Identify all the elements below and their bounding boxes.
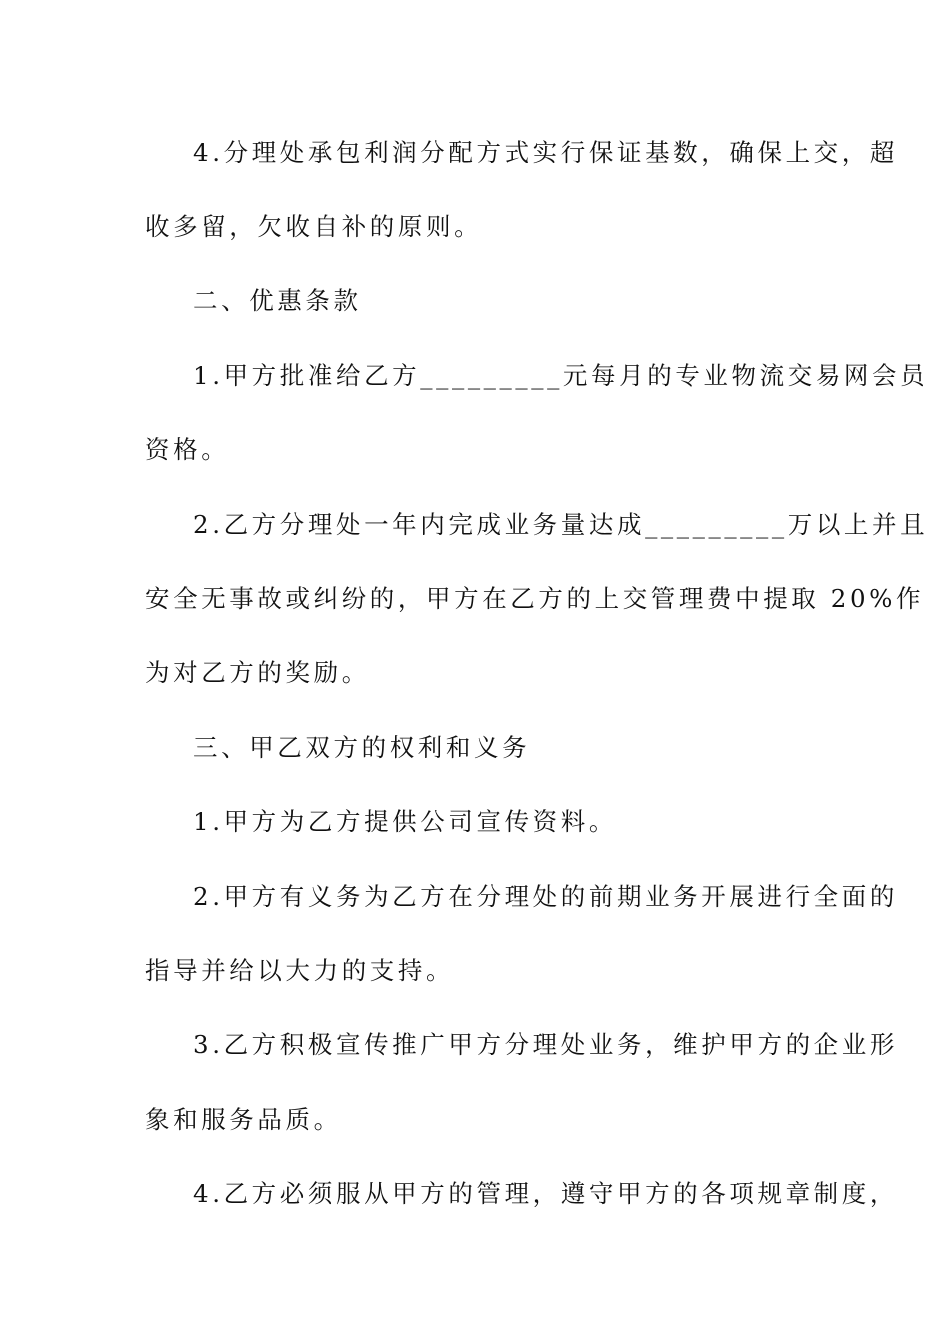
section-heading-rights-obligations: 三、甲乙双方的权利和义务 <box>193 733 531 762</box>
clause-2-2-line-2: 安全无事故或纠纷的，甲方在乙方的上交管理费中提取 20%作 <box>145 584 925 613</box>
clause-2-1-line-1: 1.甲方批准给乙方_________元每月的专业物流交易网会员 <box>193 361 929 390</box>
clause-3-4-line-1: 4.乙方必须服从甲方的管理，遵守甲方的各项规章制度， <box>193 1179 898 1208</box>
section-heading-preferential-terms: 二、优惠条款 <box>193 286 362 315</box>
clause-1-4-line-2: 收多留，欠收自补的原则。 <box>145 212 483 241</box>
clause-2-1-line-2: 资格。 <box>145 435 230 464</box>
clause-3-3-line-2: 象和服务品质。 <box>145 1105 342 1134</box>
clause-1-4-line-1: 4.分理处承包利润分配方式实行保证基数，确保上交，超 <box>193 138 898 167</box>
clause-3-3-line-1: 3.乙方积极宣传推广甲方分理处业务，维护甲方的企业形 <box>193 1030 898 1059</box>
clause-3-1-line-1: 1.甲方为乙方提供公司宣传资料。 <box>193 807 617 836</box>
clause-3-2-line-2: 指导并给以大力的支持。 <box>145 956 455 985</box>
clause-2-2-line-3: 为对乙方的奖励。 <box>145 658 370 687</box>
clause-3-2-line-1: 2.甲方有义务为乙方在分理处的前期业务开展进行全面的 <box>193 882 898 911</box>
clause-2-2-line-1: 2.乙方分理处一年内完成业务量达成_________万以上并且 <box>193 510 929 539</box>
